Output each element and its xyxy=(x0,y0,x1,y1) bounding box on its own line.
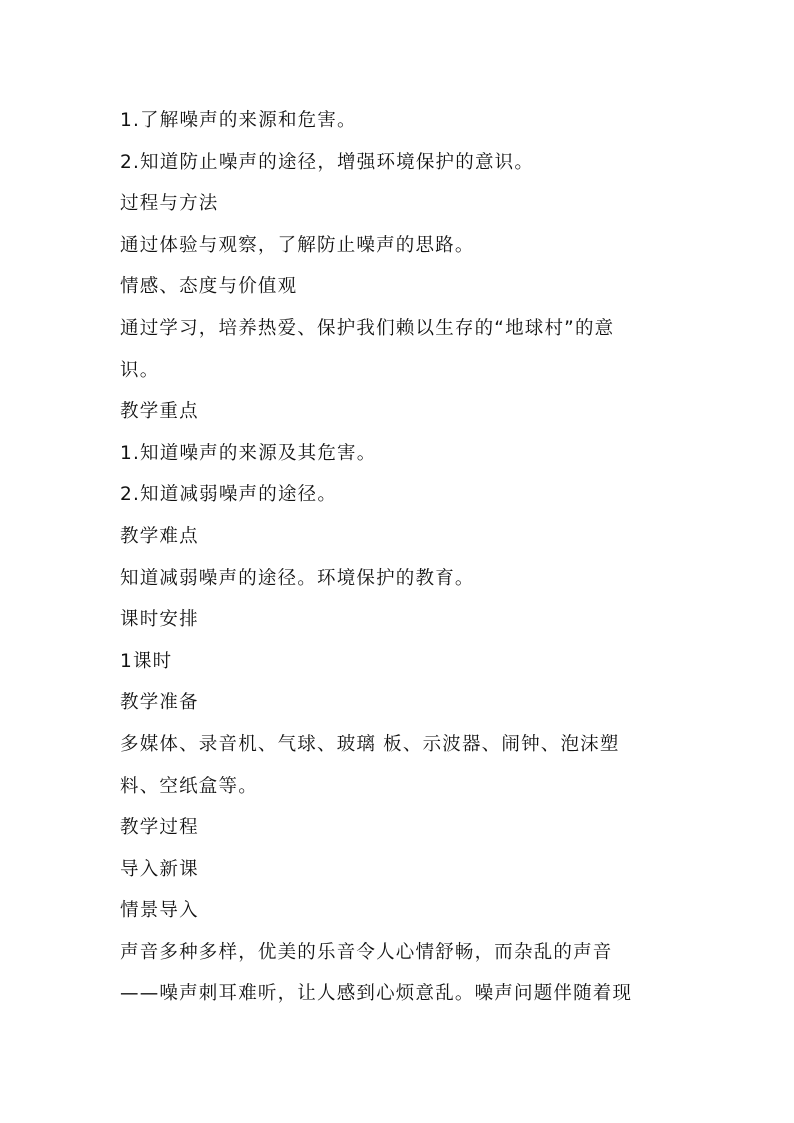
subheading-scenario-intro: 情景导入 xyxy=(120,900,199,922)
key-point-2: 2.知道减弱噪声的途径。 xyxy=(120,484,338,506)
schedule-text: 1课时 xyxy=(120,650,173,672)
section-heading-process-method: 过程与方法 xyxy=(120,193,219,215)
emotion-values-text-1: 通过学习，培养热爱、保护我们赖以生存的“地球村”的意 xyxy=(120,317,615,339)
process-method-text: 通过体验与观察，了解防止噪声的思路。 xyxy=(120,234,475,256)
section-heading-teaching-process: 教学过程 xyxy=(120,817,199,839)
section-heading-schedule: 课时安排 xyxy=(120,609,199,631)
key-point-1: 1.知道噪声的来源及其危害。 xyxy=(120,442,377,464)
objective-line-2: 2.知道防止噪声的途径，增强环境保护的意识。 xyxy=(120,151,535,173)
scenario-text-2: ——噪声刺耳难听，让人感到心烦意乱。噪声问题伴随着现 xyxy=(120,983,633,1005)
section-heading-preparation: 教学准备 xyxy=(120,692,199,714)
objective-line-1: 1.了解噪声的来源和危害。 xyxy=(120,110,357,131)
subheading-introduce-lesson: 导入新课 xyxy=(120,858,199,880)
difficulties-text: 知道减弱噪声的途径。环境保护的教育。 xyxy=(120,567,475,589)
emotion-values-text-2: 识。 xyxy=(120,359,160,381)
preparation-text-1: 多媒体、录音机、气球、玻璃 板、示波器、闹钟、泡沫塑 xyxy=(120,733,620,755)
preparation-text-2: 料、空纸盒等。 xyxy=(120,775,258,797)
section-heading-difficulties: 教学难点 xyxy=(120,525,199,547)
scenario-text-1: 声音多种多样，优美的乐音令人心情舒畅，而杂乱的声音 xyxy=(120,941,613,963)
section-heading-key-points: 教学重点 xyxy=(120,401,199,423)
section-heading-emotion-values: 情感、态度与价值观 xyxy=(120,276,298,298)
document-body xyxy=(120,100,680,1015)
